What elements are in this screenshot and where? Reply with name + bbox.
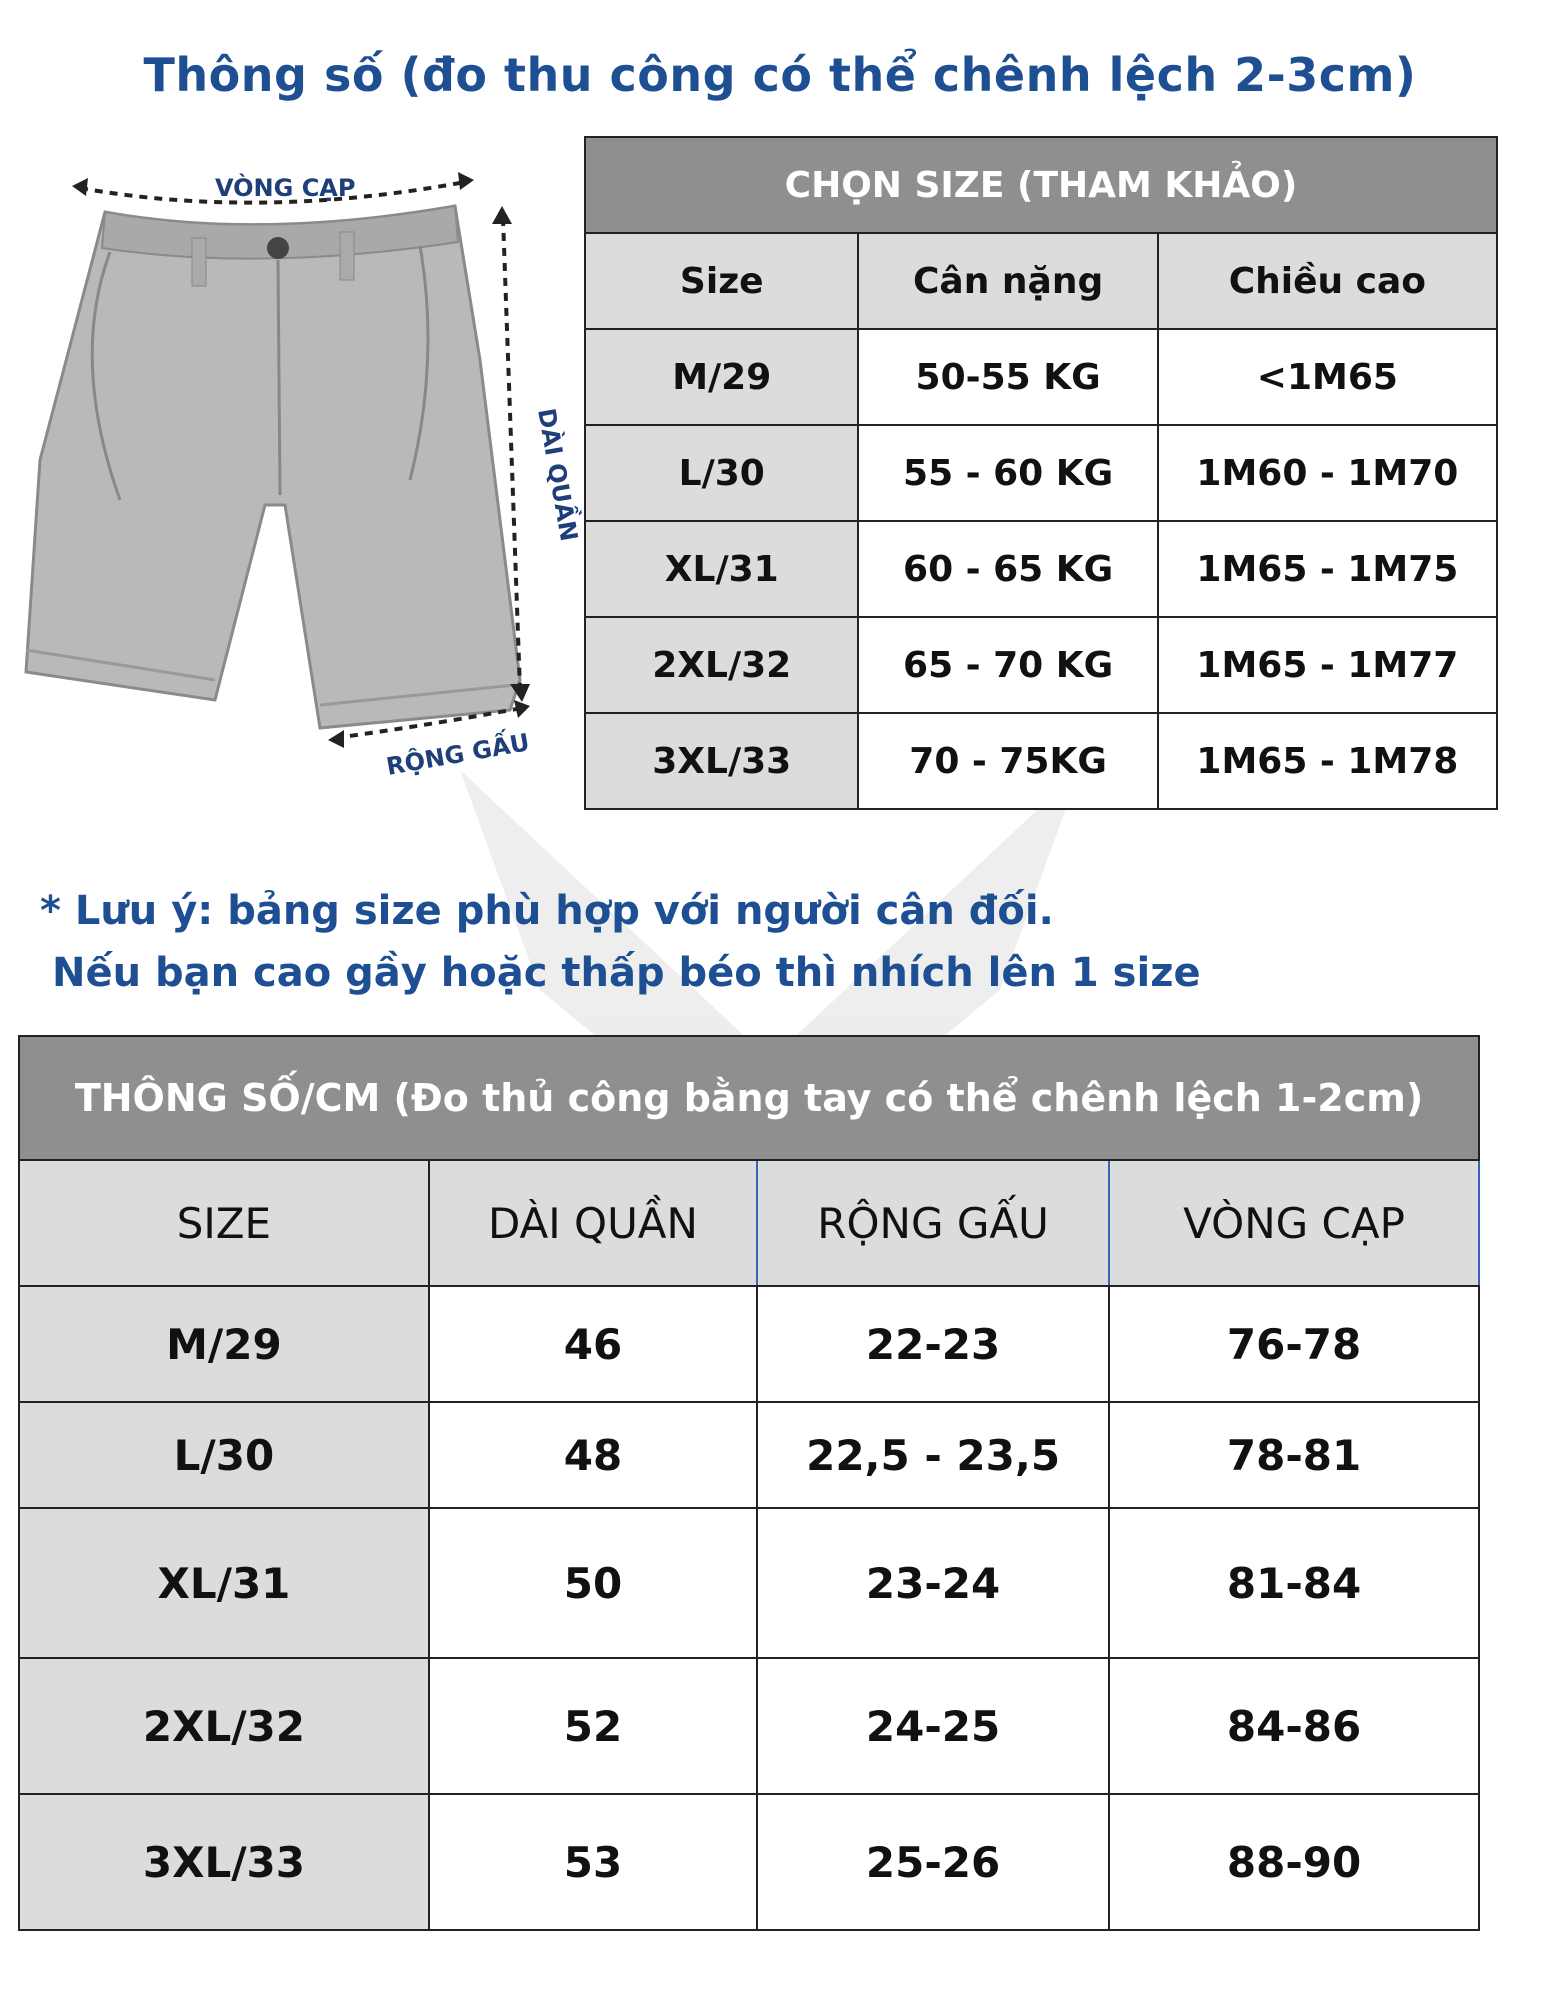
height-cell: 1M65 - 1M77 — [1158, 617, 1497, 713]
height-cell: 1M65 - 1M78 — [1158, 713, 1497, 809]
hem-cell: 25-26 — [757, 1794, 1109, 1930]
size-note — [40, 880, 1440, 1004]
height-cell: <1M65 — [1158, 329, 1497, 425]
table-row — [19, 1508, 1479, 1658]
hem-cell: 22-23 — [757, 1286, 1109, 1402]
height-cell: 1M60 - 1M70 — [1158, 425, 1497, 521]
weight-cell: 55 - 60 KG — [858, 425, 1157, 521]
measurement-header: VÒNG CẠP — [1109, 1160, 1479, 1286]
measurement-header: RỘNG GẤU — [757, 1160, 1109, 1286]
table-row — [585, 425, 1497, 521]
length-label: DÀI QUẦN — [532, 406, 583, 544]
shorts-diagram — [10, 160, 583, 800]
weight-cell: 65 - 70 KG — [858, 617, 1157, 713]
size-cell: XL/31 — [585, 521, 858, 617]
size-cell: L/30 — [585, 425, 858, 521]
height-cell: 1M65 - 1M75 — [1158, 521, 1497, 617]
size-cell: XL/31 — [19, 1508, 429, 1658]
table-row — [19, 1286, 1479, 1402]
waist-cell: 81-84 — [1109, 1508, 1479, 1658]
measurement-table-title: THÔNG SỐ/CM (Đo thủ công bằng tay có thể chênh lệch 1-2cm) — [19, 1036, 1479, 1160]
weight-cell: 60 - 65 KG — [858, 521, 1157, 617]
length-cell: 50 — [429, 1508, 757, 1658]
length-cell: 48 — [429, 1402, 757, 1508]
waist-cell: 76-78 — [1109, 1286, 1479, 1402]
weight-cell: 70 - 75KG — [858, 713, 1157, 809]
length-cell: 53 — [429, 1794, 757, 1930]
size-chart-table — [584, 136, 1498, 810]
size-cell: 3XL/33 — [585, 713, 858, 809]
size-cell: 3XL/33 — [19, 1794, 429, 1930]
size-cell: 2XL/32 — [585, 617, 858, 713]
size-chart-header: Size — [585, 233, 858, 329]
size-chart-title: CHỌN SIZE (THAM KHẢO) — [585, 137, 1497, 233]
size-cell: M/29 — [585, 329, 858, 425]
page-title: Thông số (đo thu công có thể chênh lệch 2-3cm) — [143, 48, 1417, 102]
size-cell: L/30 — [19, 1402, 429, 1508]
waist-cell: 84-86 — [1109, 1658, 1479, 1794]
note-line-1: * Lưu ý: bảng size phù hợp với người cân đối. — [40, 888, 1054, 934]
length-cell: 52 — [429, 1658, 757, 1794]
size-cell: 2XL/32 — [19, 1658, 429, 1794]
measurement-table — [18, 1035, 1480, 1931]
waist-cell: 78-81 — [1109, 1402, 1479, 1508]
weight-cell: 50-55 KG — [858, 329, 1157, 425]
hem-cell: 23-24 — [757, 1508, 1109, 1658]
size-chart-header: Chiều cao — [1158, 233, 1497, 329]
table-row — [585, 617, 1497, 713]
table-row — [585, 329, 1497, 425]
length-cell: 46 — [429, 1286, 757, 1402]
hem-cell: 22,5 - 23,5 — [757, 1402, 1109, 1508]
table-row — [19, 1794, 1479, 1930]
waist-label: VÒNG CẠP — [215, 174, 356, 202]
table-row — [585, 713, 1497, 809]
size-chart-header: Cân nặng — [858, 233, 1157, 329]
note-line-2: Nếu bạn cao gầy hoặc thấp béo thì nhích lên 1 size — [52, 950, 1201, 996]
hem-cell: 24-25 — [757, 1658, 1109, 1794]
waist-cell: 88-90 — [1109, 1794, 1479, 1930]
measurement-header: SIZE — [19, 1160, 429, 1286]
table-row — [585, 521, 1497, 617]
table-row — [19, 1658, 1479, 1794]
hem-label: RỘNG GẤU — [384, 728, 532, 781]
measurement-header: DÀI QUẦN — [429, 1160, 757, 1286]
size-cell: M/29 — [19, 1286, 429, 1402]
table-row — [19, 1402, 1479, 1508]
